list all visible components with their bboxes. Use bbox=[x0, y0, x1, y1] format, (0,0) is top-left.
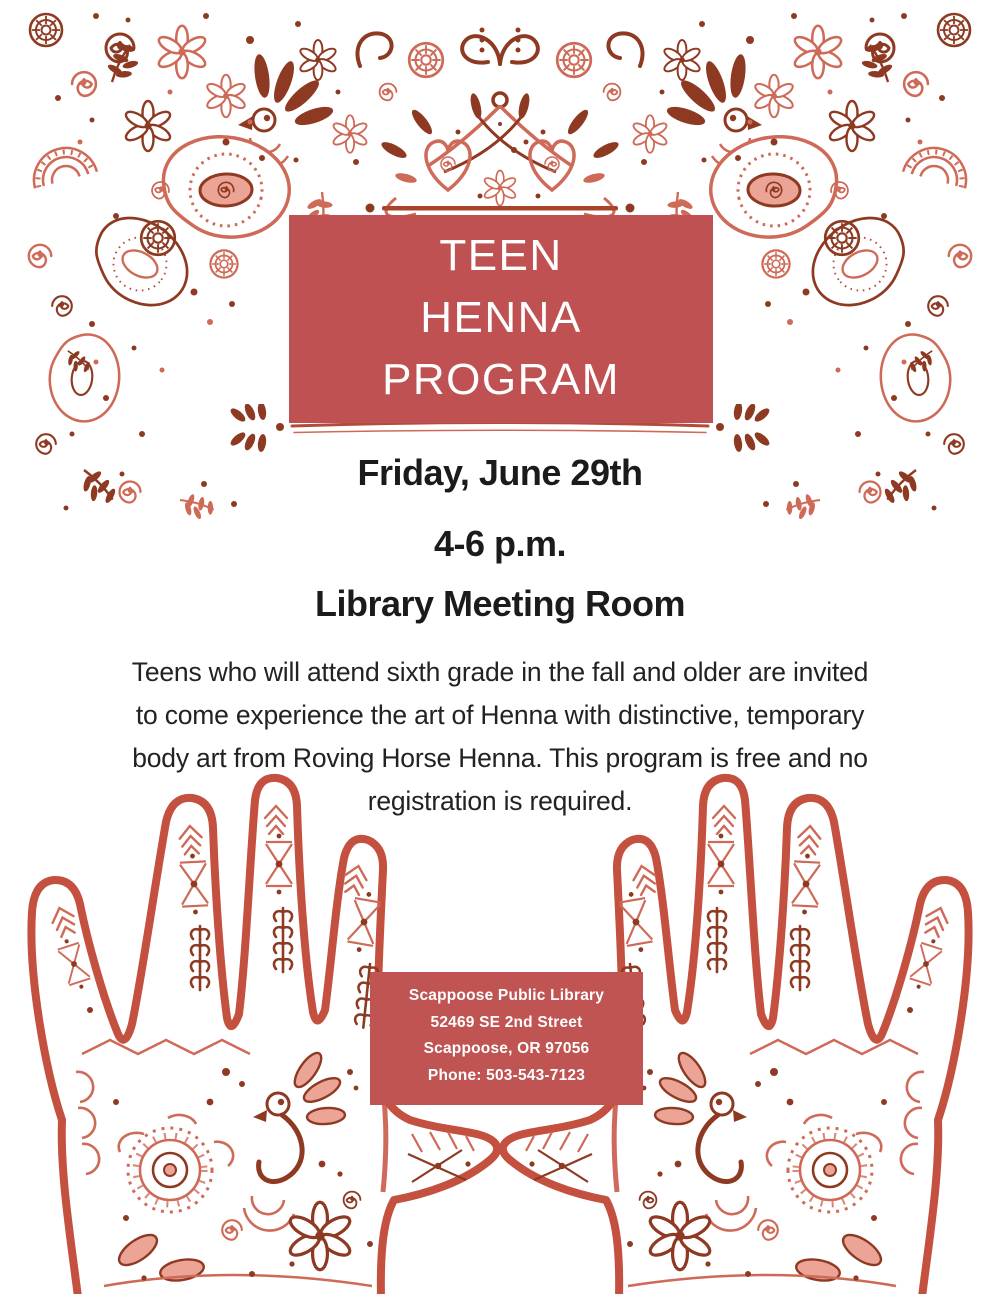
title-line-3: PROGRAM bbox=[382, 355, 620, 404]
library-city: Scappoose, OR 97056 bbox=[423, 1040, 590, 1057]
henna-crown-ornament bbox=[330, 0, 670, 232]
event-location: Library Meeting Room bbox=[314, 583, 686, 624]
title-line-1: TEEN bbox=[439, 231, 563, 280]
contact-box bbox=[370, 972, 643, 1105]
library-name: Scappoose Public Library bbox=[408, 987, 605, 1004]
description-line-1: Teens who will attend sixth grade in the fall and older are invited bbox=[131, 657, 869, 687]
description-line-2: to come experience the art of Henna with distinctive, temporary bbox=[135, 700, 865, 730]
title-banner bbox=[289, 215, 713, 423]
title-line-2: HENNA bbox=[420, 293, 582, 342]
library-street: 52469 SE 2nd Street bbox=[430, 1013, 583, 1031]
description-line-4: registration is required. bbox=[367, 786, 633, 816]
description-line-3: body art from Roving Horse Henna. This program is free and no bbox=[132, 743, 868, 773]
event-time: 4-6 p.m. bbox=[433, 523, 567, 564]
library-phone: Phone: 503-543-7123 bbox=[427, 1066, 586, 1084]
event-description bbox=[60, 651, 940, 823]
event-date: Friday, June 29th bbox=[357, 452, 643, 493]
